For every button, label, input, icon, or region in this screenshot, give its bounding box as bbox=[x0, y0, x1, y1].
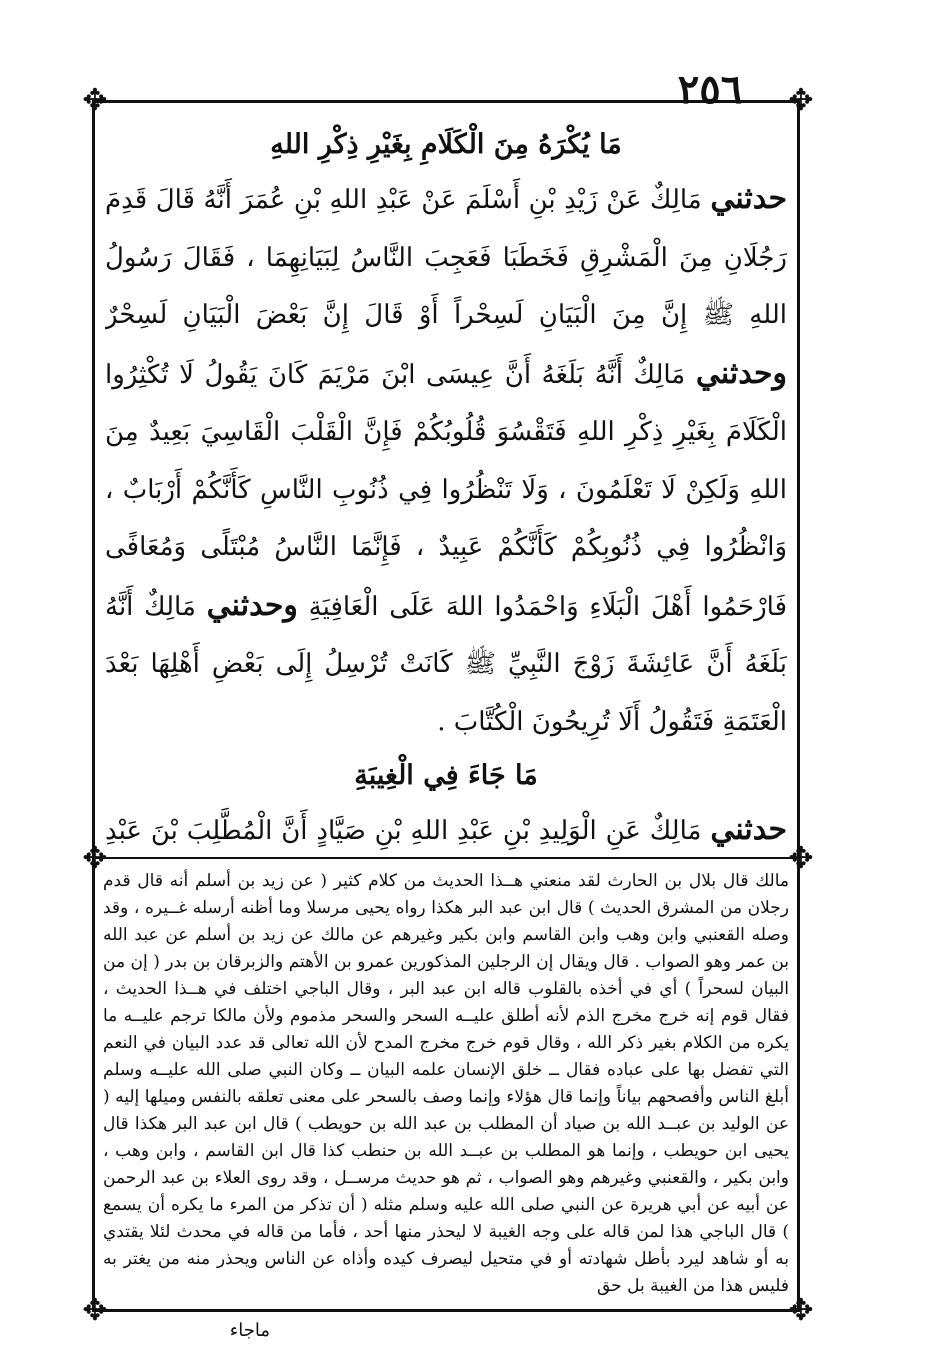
hadith-opening: حدثني bbox=[710, 181, 787, 216]
corner-ornament-icon: ✥ bbox=[82, 1293, 108, 1328]
divider-ornament-icon: ✥ bbox=[788, 841, 814, 876]
hadith-text: مَالِكٌ أَنَّهُ بَلَغَهُ أَنَّ عِيسَى ابْنَ مَرْيَمَ كَانَ يَقُولُ لَا تُكْثِرُوا الْكَلَامَ بِغَيْرِ ذِكْرِ اللهِ فَتَقْسُوَ قُلُوبُكُمْ فَإِنَّ الْقَلْبَ الْقَاسِيَ بَعِيدٌ مِنَ اللهِ وَلَكِنْ لَا تَعْلَمُونَ ، وَلَا تَنْظُرُوا فِي ذُنُوبِ النَّاسِ كَأَنَّكُمْ أَرْبَابٌ ، وَانْظُرُوا فِي ذُنُوبِكُمْ كَأَنَّكُمْ عَبِيدٌ ، فَإِنَّمَا النَّاسُ مُبْتَلًى وَمُعَافًى فَارْحَمُوا أَهْلَ الْبَلَاءِ وَاحْمَدُوا اللهَ عَلَى الْعَافِيَةِ bbox=[105, 359, 787, 622]
commentary-paragraph: مالك قال بلال بن الحارث لقد منعني هــذا الحديث من كلام كثير ( عن زيد بن أسلم أنه قال قدم رجلان من المشرق الحديث ) قال ابن عبد البر هكذا رواه يحيى مرسلا وما أظنه أرسله غــيره ، وقد وصله القعنبي وابن وهب وابن القاسم وابن بكير وغيرهم عن مالك عن زيد بن أسلم عن عبد الله بن عمر وهو الصواب . قال ويقال إن الرجلين المذكورين عمرو بن الأهتم والزبرقان بن بدر ( إن من البيان لسحراً ) أي في أخذه بالقلوب قاله ابن عبد البر ، وقال الباجي اختلف في هــذا الحديث ، فقال قوم إنه خرج مخرج الذم لأنه أطلق عليــه السحر والسحر مذموم ولأن مالكا ترجم عليــه ما يكره من الكلام بغير ذكر الله ، وقال قوم خرج مخرج المدح لأن الله تعالى قد عدد البيان في النعم التي تفضل بها على عباده فقال ــ خلق الإنسان علمه البيان ــ وكان النبي صلى الله عليــه وسلم أبلغ الناس وأفصحهم بياناً وإنما قال هؤلاء وإنما وصف بالسحر على معنى تعلقه بالنفس وميلها إليه ( عن الوليد بن عبــد الله بن صياد أن المطلب بن عبد الله بن حويطب ) قال ابن عبد البر هكذا قال يحيى ابن حويطب ، وإنما هو المطلب بن عبــد الله بن حنطب كذا قال ابن القاسم ، وابن وهب ، وابن بكير ، والقعنبي وغيرهم وهو الصواب ، ثم هو حديث مرســل ، وقد روى العلاء بن عبد الرحمن عن أبيه عن أبي هريرة عن النبي صلى الله عليه وسلم مثله ( أن تذكر من المرء ما يكره أن يسمع ) قال الباجي هذا لمن قاله على وجه الغيبة لا ليحذر منها أحد ، فأما من قاله في محدث لئلا يقتدي به أو شاهد ليرد بأطل شهادته أو في متحيل ليصرف كيده وأذاه عن الناس ويحذر منه من يغتر به فليس هذا من الغيبة بل حق bbox=[103, 871, 789, 1296]
hadith-opening: حدثني bbox=[710, 812, 787, 847]
hadith-paragraph bbox=[105, 170, 787, 751]
notes-divider bbox=[92, 857, 800, 859]
divider-ornament-icon: ✥ bbox=[82, 841, 108, 876]
catchword: ماجاء bbox=[229, 1320, 270, 1341]
corner-ornament-icon: ✥ bbox=[788, 83, 814, 118]
page-number: ٢٥٦ bbox=[677, 66, 743, 113]
hadith-text: مَالِكٌ أَنَّهُ بَلَغَهُ أَنَّ عَائِشَةَ زَوْجَ النَّبِيِّ ﷺ كَانَتْ تُرْسِلُ إِلَى بَعْضِ أَهْلِهَا بَعْدَ الْعَتَمَةِ فَتَقُولُ أَلَا تُرِيحُونَ الْكُتَّابَ . bbox=[105, 591, 787, 737]
corner-ornament-icon: ✥ bbox=[788, 1293, 814, 1328]
corner-ornament-icon: ✥ bbox=[82, 83, 108, 118]
main-text bbox=[105, 120, 787, 850]
hadith-opening: وحدثني bbox=[206, 587, 298, 623]
section-heading: مَا يُكْرَهُ مِنَ الْكَلَامِ بِغَيْرِ ذِكْرِ اللهِ bbox=[270, 129, 622, 160]
hadith-text: مَالِكٌ عَنْ زَيْدِ بْنِ أَسْلَمَ عَنْ عَبْدِ اللهِ بْنِ عُمَرَ أَنَّهُ قَالَ قَدِمَ رَجُلَانِ مِنَ الْمَشْرِقِ فَخَطَبَا فَعَجِبَ النَّاسُ لِبَيَانِهِمَا ، فَقَالَ رَسُولُ اللهِ ﷺ إِنَّ مِنَ الْبَيَانِ لَسِحْراً أَوْ قَالَ إِنَّ بَعْضَ الْبَيَانِ لَسِحْرٌ bbox=[105, 185, 787, 330]
hadith-text: مَالِكٌ عَنِ الْوَلِيدِ بْنِ عَبْدِ اللهِ بْنِ صَيَّادٍ أَنَّ الْمُطَّلِبَ بْنَ عَبْدِ bbox=[105, 816, 702, 846]
hadith-paragraph bbox=[105, 801, 787, 850]
commentary-notes bbox=[103, 868, 789, 1298]
hadith-opening: وحدثني bbox=[695, 355, 787, 391]
section-heading: مَا جَاءَ فِي الْغِيبَةِ bbox=[354, 760, 538, 791]
